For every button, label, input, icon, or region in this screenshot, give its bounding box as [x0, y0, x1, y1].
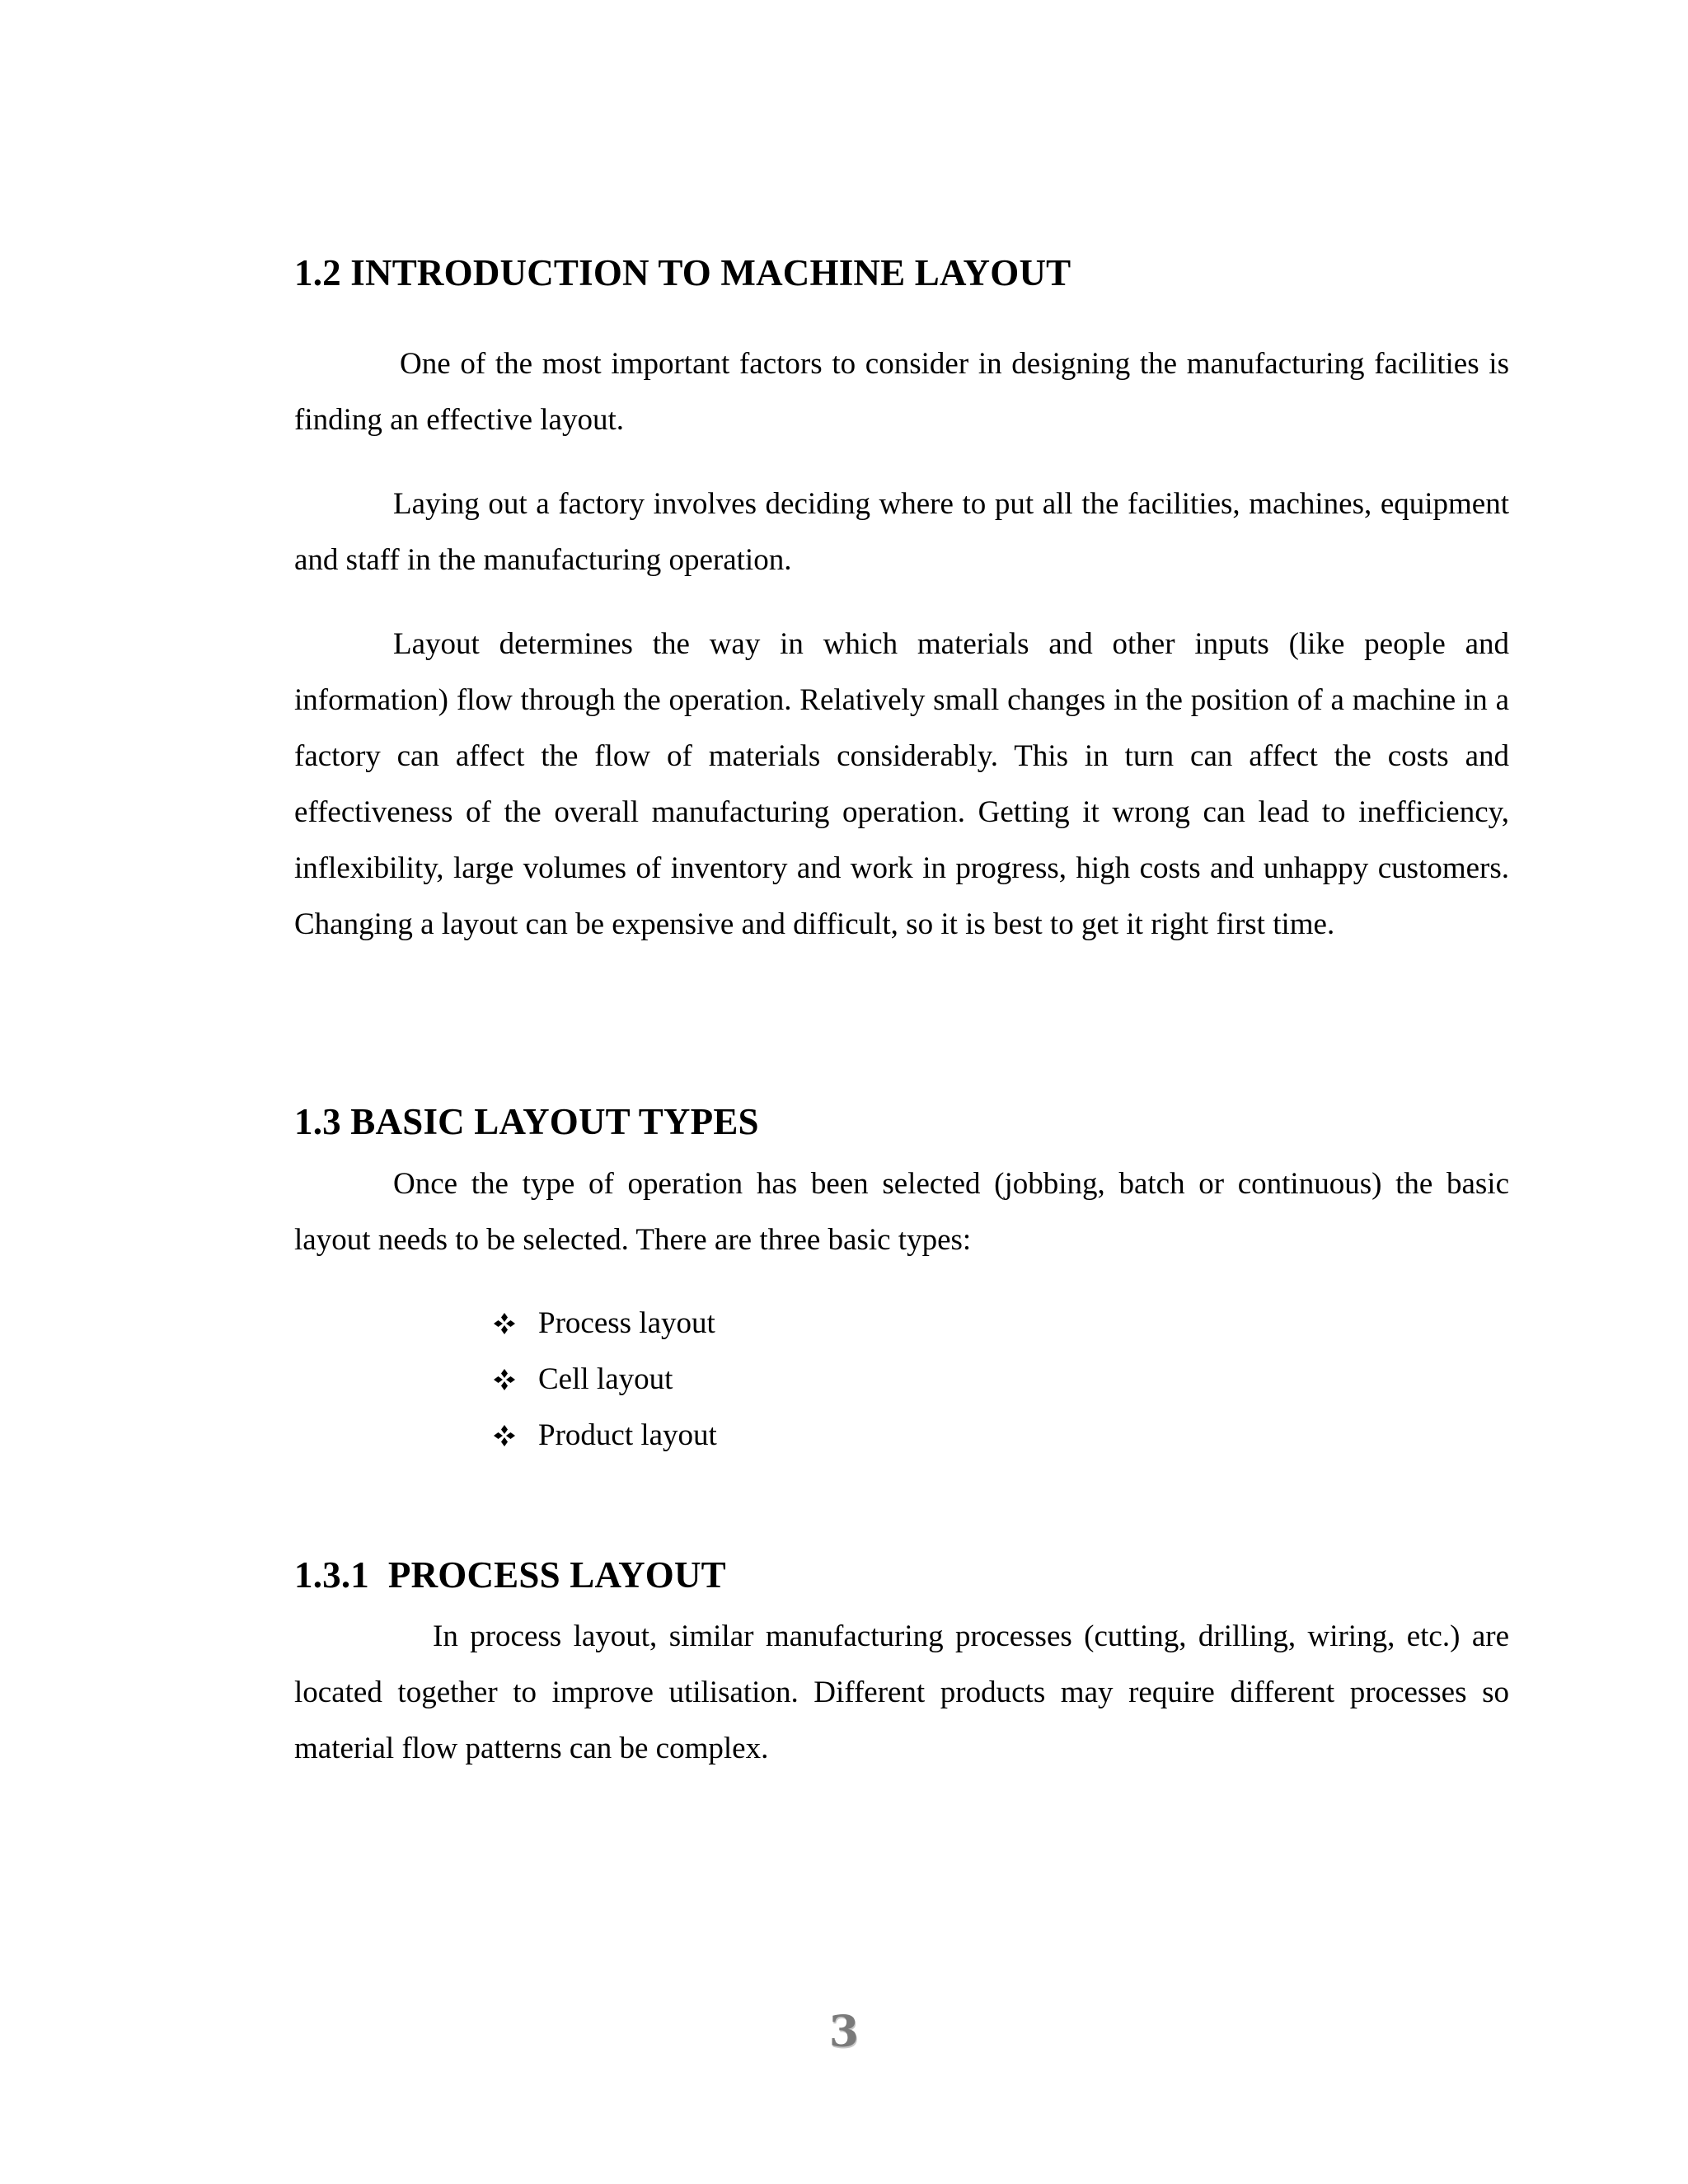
section-heading-process-layout: 1.3.1 PROCESS LAYOUT — [294, 1554, 726, 1596]
four-diamond-bullet-icon — [492, 1311, 517, 1336]
basic-types-paragraph: Once the type of operation has been selected (jobbing, batch or continuous) the basic layout needs to be selected. There are three basic types: — [294, 1167, 1509, 1257]
section-heading-basic-types: 1.3 BASIC LAYOUT TYPES — [294, 1101, 759, 1142]
section-intro — [294, 250, 1509, 296]
list-item-label: Cell layout — [538, 1362, 673, 1396]
list-item-label: Process layout — [538, 1306, 715, 1340]
list-item-label: Product layout — [538, 1418, 717, 1452]
layout-types-list — [492, 1296, 717, 1464]
intro-paragraph-2: Laying out a factory involves deciding where to put all the facilities, machines, equipment and staff in the manufacturing operation. — [294, 487, 1509, 577]
list-item — [492, 1352, 717, 1408]
intro-paragraph-1-block — [294, 336, 1509, 448]
section-process-layout — [294, 1552, 1509, 1598]
list-item — [492, 1408, 717, 1464]
four-diamond-bullet-icon — [492, 1367, 517, 1392]
page-number: 3 — [828, 2007, 860, 2057]
four-diamond-bullet-icon — [492, 1423, 517, 1448]
process-layout-paragraph-block — [294, 1609, 1509, 1777]
intro-paragraph-3-block — [294, 616, 1509, 953]
intro-paragraph-1: One of the most important factors to consider in designing the manufacturing facilities is finding an effective layout. — [294, 347, 1509, 437]
section-heading-intro: 1.2 INTRODUCTION TO MACHINE LAYOUT — [294, 252, 1071, 293]
intro-paragraph-3: Layout determines the way in which materials and other inputs (like people and information) flow through the operation. Relatively small changes in the position of a machine in a factory can affect the flow of materials considerably. This in turn can affect the costs and effectiveness of the overall manufacturing operation. Getting it wrong can lead to inefficiency, inflexibility, large volumes of inventory and work in progress, high costs and unhappy customers. Changing a layout can be expensive and difficult, so it is best to get it right first time. — [294, 627, 1509, 941]
list-item — [492, 1296, 717, 1352]
section-basic-types — [294, 1099, 1509, 1145]
basic-types-paragraph-block — [294, 1156, 1509, 1268]
intro-paragraph-2-block — [294, 476, 1509, 588]
process-layout-paragraph: In process layout, similar manufacturing processes (cutting, drilling, wiring, etc.) are located together to improve utilisation. Different products may require different processes so material flow patterns can be complex. — [294, 1619, 1509, 1765]
